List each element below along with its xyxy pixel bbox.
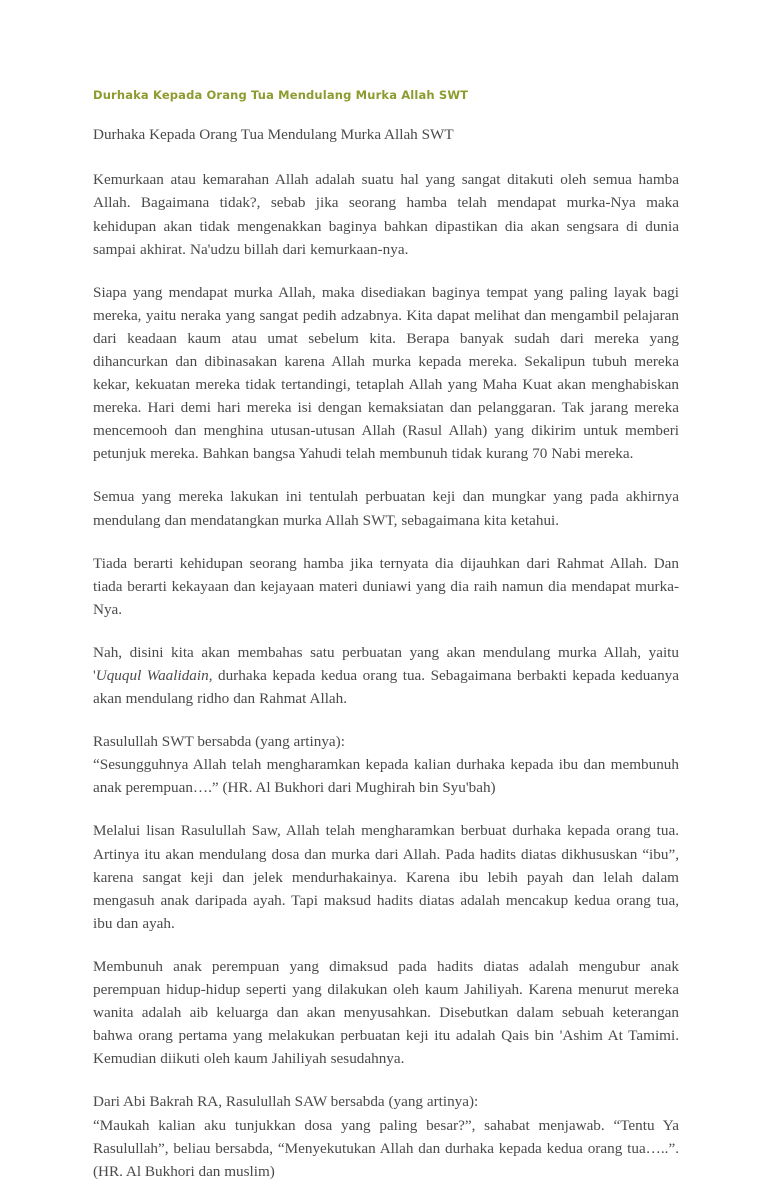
paragraph-2: Siapa yang mendapat murka Allah, maka disediakan baginya tempat yang paling layak bagi mereka, yaitu neraka yang sangat pedih adzabnya. Kita dapat melihat dan mengambil pelajaran dari keadaan kaum atau umat sebelum kita. Berapa banyak sudah dari mereka yang dihancurkan dan dibinasakan karena Allah murka kepada mereka. Sekalipun tubuh mereka kekar, kekuatan mereka tidak tertandingi, tetaplah Allah yang Maha Kuat akan menghabiskan mereka. Hari demi hari mereka isi dengan kemaksiatan dan pelanggaran. Tak jarang mereka mencemooh dan menghina utusan-utusan Allah (Rasul Allah) yang dikirim untuk memberi petunjuk mereka. Bahkan bangsa Yahudi telah membunuh tidak kurang 70 Nabi mereka. [93,283,679,463]
paragraph-5-text-after: , durhaka kepada kedua orang tua. Sebagaimana berbakti kepada keduanya akan mendulang ridho dan Rahmat Allah. [93,667,679,708]
hadith-2-quote: “Maukah kalian aku tunjukkan dosa yang paling besar?”, sahabat menjawab. “Tentu Ya Rasulullah”, beliau bersabda, “Menyekutukan Allah dan durhaka kepada kedua orang tua…..”. (HR. Al Bukhori dan muslim) [93,1116,679,1180]
paragraph-3: Semua yang mereka lakukan ini tentulah perbuatan keji dan mungkar yang pada akhirnya mendulang dan mendatangkan murka Allah SWT, sebagaimana kita ketahui. [93,488,679,529]
paragraph-4: Tiada berarti kehidupan seorang hamba jika ternyata dia dijauhkan dari Rahmat Allah. Dan tiada berarti kekayaan dan kejayaan materi duniawi yang dia raih namun dia mendapat murka-Nya. [93,554,679,618]
page-title: Durhaka Kepada Orang Tua Mendulang Murka Allah SWT [93,88,469,102]
document-subtitle: Durhaka Kepada Orang Tua Mendulang Murka Allah SWT [93,125,454,143]
hadith-1-quote: “Sesungguhnya Allah telah mengharamkan kepada kalian durhaka kepada ibu dan membunuh anak perempuan….” (HR. Al Bukhori dari Mughirah bin Syu'bah) [93,756,679,797]
term-uququl-waalidain: Uququl Waalidain [95,667,209,684]
paragraph-1: Kemurkaan atau kemarahan Allah adalah suatu hal yang sangat ditakuti oleh semua hamba Allah. Bagaimana tidak?, sebab jika seorang hamba telah mendapat murka-Nya maka kehidupan akan tidak mengenakkan baginya bahkan dipastikan dia akan sengsara di dunia sampai akhirat. Na'udzu billah dari kemurkaan-nya. [93,171,679,258]
paragraph-5 [93,641,679,710]
hadith-1-intro: Rasulullah SWT bersabda (yang artinya): [93,733,345,751]
paragraph-5-text-before: Nah, disini kita akan membahas satu perbuatan yang akan mendulang murka Allah, yaitu ' [93,643,679,684]
document-body [93,88,679,1203]
paragraph-7: Melalui lisan Rasulullah Saw, Allah telah mengharamkan berbuat durhaka kepada orang tua. Artinya itu akan mendulang dosa dan murka dari Allah. Pada hadits diatas dikhususkan “ibu”, karena sangat keji dan jelek mendurhakainya. Karena ibu lebih payah dan lelah dalam mengasuh anak daripada ayah. Tapi maksud hadits diatas adalah mencakup kedua orang tua, ibu dan ayah. [93,822,679,932]
paragraph-8: Membunuh anak perempuan yang dimaksud pada hadits diatas adalah mengubur anak perempuan hidup-hidup seperti yang dilakukan oleh kaum Jahiliyah. Karena menurut mereka wanita adalah aib keluarga dan akan menyusahkan. Disebutkan dalam sebuah keterangan bahwa orang pertama yang melakukan perbuatan keji itu adalah Qais bin 'Ashim At Tamimi. Kemudian diikuti oleh kaum Jahiliyah sesudahnya. [93,957,679,1068]
hadith-block-2 [93,1090,679,1182]
hadith-block-1 [93,730,679,799]
hadith-2-intro: Dari Abi Bakrah RA, Rasulullah SAW bersabda (yang artinya): [93,1093,479,1111]
